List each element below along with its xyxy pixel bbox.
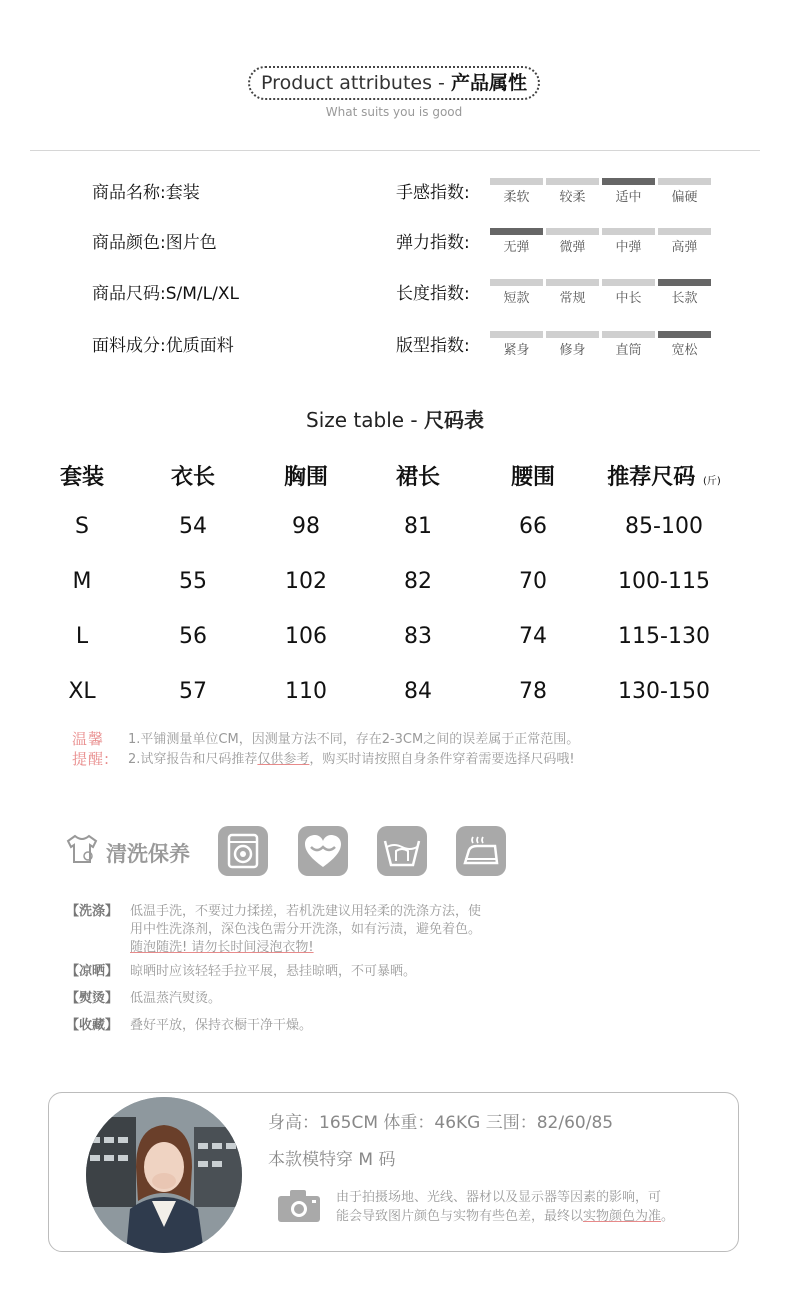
attr-fabric: 面料成分:优质面料: [92, 336, 234, 356]
header-subtitle: What suits you is good: [325, 105, 463, 119]
size-table-cell: 102: [285, 569, 327, 594]
iron-icon: [456, 826, 506, 876]
index-segment: [602, 178, 655, 185]
tip-note-2a: 2.试穿报告和尺码推荐: [128, 752, 258, 767]
disclaimer-2a: 能会导致图片颜色与实物有些色差，最终以: [336, 1209, 584, 1224]
washing-machine-icon: [218, 826, 268, 876]
index-segment: [490, 279, 543, 286]
care-key: 【收藏】: [66, 1018, 119, 1033]
size-table-header: [138, 460, 248, 491]
size-table-cell: 100-115: [618, 569, 710, 594]
size-title-en: Size table -: [306, 408, 424, 432]
index-label: 长度指数:: [396, 284, 470, 304]
model-photo: [86, 1097, 242, 1253]
care-line: 低温手洗，不要过力揉搓，若机洗建议用轻柔的洗涤方法，使: [130, 904, 482, 919]
index-segment: [490, 331, 543, 338]
size-table-cell: 82: [404, 569, 432, 594]
index-segment: [490, 178, 543, 185]
index-option-label: 紧身: [503, 343, 530, 358]
attr-size: 商品尺码:S/M/L/XL: [92, 284, 239, 304]
care-key: 【凉晒】: [66, 964, 119, 979]
disclaimer-line-2: [336, 1207, 674, 1226]
size-table-cell: 84: [404, 679, 432, 704]
size-table-cell: 54: [179, 514, 207, 539]
index-option-label: 高弹: [671, 240, 698, 255]
header-title-en: Product attributes -: [261, 72, 451, 94]
tip-label-1: 温馨: [72, 730, 105, 748]
size-table-cell: M: [72, 569, 92, 594]
tip-note-2c: ，购买时请按照自身条件穿着需要选择尺码哦!: [309, 752, 575, 767]
index-label: 弹力指数:: [396, 233, 470, 253]
size-table-header: [478, 460, 588, 491]
index-segment: [658, 228, 711, 235]
header-text: 推荐尺码: [607, 465, 696, 490]
index-segment: [490, 228, 543, 235]
size-table-title: [0, 404, 790, 433]
index-segment: [546, 331, 599, 338]
index-option-label: 偏硬: [671, 190, 698, 205]
disclaimer-2c: 。: [661, 1209, 675, 1224]
size-table-cell: L: [75, 624, 89, 649]
attr-name: 商品名称:套装: [92, 183, 200, 203]
index-option-label: 常规: [559, 291, 586, 306]
size-table-cell: 66: [519, 514, 547, 539]
care-line: 随泡随洗! 请勿长时间浸泡衣物!: [130, 940, 314, 955]
size-table-cell: S: [75, 514, 89, 539]
care-line: 叠好平放，保持衣橱干净干燥。: [130, 1018, 313, 1033]
size-table-cell: 115-130: [618, 624, 710, 649]
size-table-cell: 56: [179, 624, 207, 649]
care-row: [66, 902, 118, 922]
care-key: 【熨烫】: [66, 991, 119, 1006]
size-table-cell: 74: [519, 624, 547, 649]
model-size-note: 本款模特穿 M 码: [268, 1150, 396, 1170]
index-segment: [546, 178, 599, 185]
attr-color: 商品颜色:图片色: [92, 233, 217, 253]
tip-note-1: 1.平铺测量单位CM，因测量方法不同，存在2-3CM之间的误差属于正常范围。: [128, 732, 580, 747]
size-table-header: [27, 460, 137, 491]
size-table-cell: 85-100: [625, 514, 703, 539]
care-line: 用中性洗涤剂，深色浅色需分开洗涤，如有污渍，避免着色。: [130, 922, 482, 937]
tip-note-2: [128, 750, 575, 770]
index-segment: [658, 331, 711, 338]
care-row: [66, 962, 118, 982]
size-table-cell: 110: [285, 679, 327, 704]
size-table-cell: 106: [285, 624, 327, 649]
index-option-label: 适中: [615, 190, 642, 205]
index-option-label: 微弹: [559, 240, 586, 255]
index-option-label: 修身: [559, 343, 586, 358]
size-table-cell: 83: [404, 624, 432, 649]
index-option-label: 较柔: [559, 190, 586, 205]
index-option-label: 中弹: [615, 240, 642, 255]
header-text: 裙长: [395, 465, 440, 490]
index-option-label: 宽松: [671, 343, 698, 358]
disclaimer-line-1: 由于拍摄场地、光线、器材以及显示器等因素的影响，可: [336, 1190, 662, 1205]
header-text: 腰围: [510, 465, 555, 490]
camera-icon: [276, 1188, 322, 1224]
tip-label-2: 提醒:: [72, 750, 111, 768]
disclaimer-2b: 实物颜色为准: [583, 1209, 662, 1224]
index-segment: [602, 331, 655, 338]
index-segment: [658, 279, 711, 286]
size-title-cn: 尺码表: [424, 408, 484, 432]
header-text: 胸围: [283, 465, 328, 490]
index-segment: [658, 178, 711, 185]
header-title-cn: 产品属性: [450, 72, 527, 94]
section-header-pill: [248, 66, 540, 100]
care-line: 低温蒸汽熨烫。: [130, 991, 222, 1006]
hand-wash-icon: [377, 826, 427, 876]
index-option-label: 无弹: [503, 240, 530, 255]
index-option-label: 短款: [503, 291, 530, 306]
index-option-label: 中长: [615, 291, 642, 306]
divider: [30, 150, 760, 151]
index-option-label: 直筒: [615, 343, 642, 358]
index-option-label: 柔软: [503, 190, 530, 205]
size-table-cell: XL: [68, 679, 96, 704]
index-option-label: 长款: [671, 291, 698, 306]
size-table-cell: 81: [404, 514, 432, 539]
care-line: 晾晒时应该轻轻手拉平展，悬挂晾晒，不可暴晒。: [130, 964, 417, 979]
header-text: 套装: [59, 465, 104, 490]
index-segment: [546, 228, 599, 235]
index-segment: [546, 279, 599, 286]
heart-icon: [298, 826, 348, 876]
size-table-cell: 130-150: [618, 679, 710, 704]
size-table-cell: 98: [292, 514, 320, 539]
size-table-header: [363, 460, 473, 491]
care-key: 【洗涤】: [66, 904, 119, 919]
care-row: [66, 989, 118, 1009]
model-stats: 身高：165CM 体重：46KG 三围：82/60/85: [268, 1113, 614, 1133]
size-table-cell: 55: [179, 569, 207, 594]
index-segment: [602, 279, 655, 286]
tip-note-2b: 仅供参考: [257, 752, 310, 767]
tshirt-icon: [64, 832, 100, 868]
size-table-cell: 70: [519, 569, 547, 594]
care-row: [66, 1016, 118, 1036]
index-label: 手感指数:: [396, 183, 470, 203]
size-table-cell: 78: [519, 679, 547, 704]
header-text: 衣长: [170, 465, 215, 490]
size-table-header: [584, 460, 744, 491]
index-segment: [602, 228, 655, 235]
index-label: 版型指数:: [396, 336, 470, 356]
size-table-cell: 57: [179, 679, 207, 704]
size-table-header: [251, 460, 361, 491]
care-title: 清洗保养: [106, 842, 190, 866]
header-unit: (斤): [702, 476, 721, 487]
color-disclaimer: [336, 1188, 674, 1226]
